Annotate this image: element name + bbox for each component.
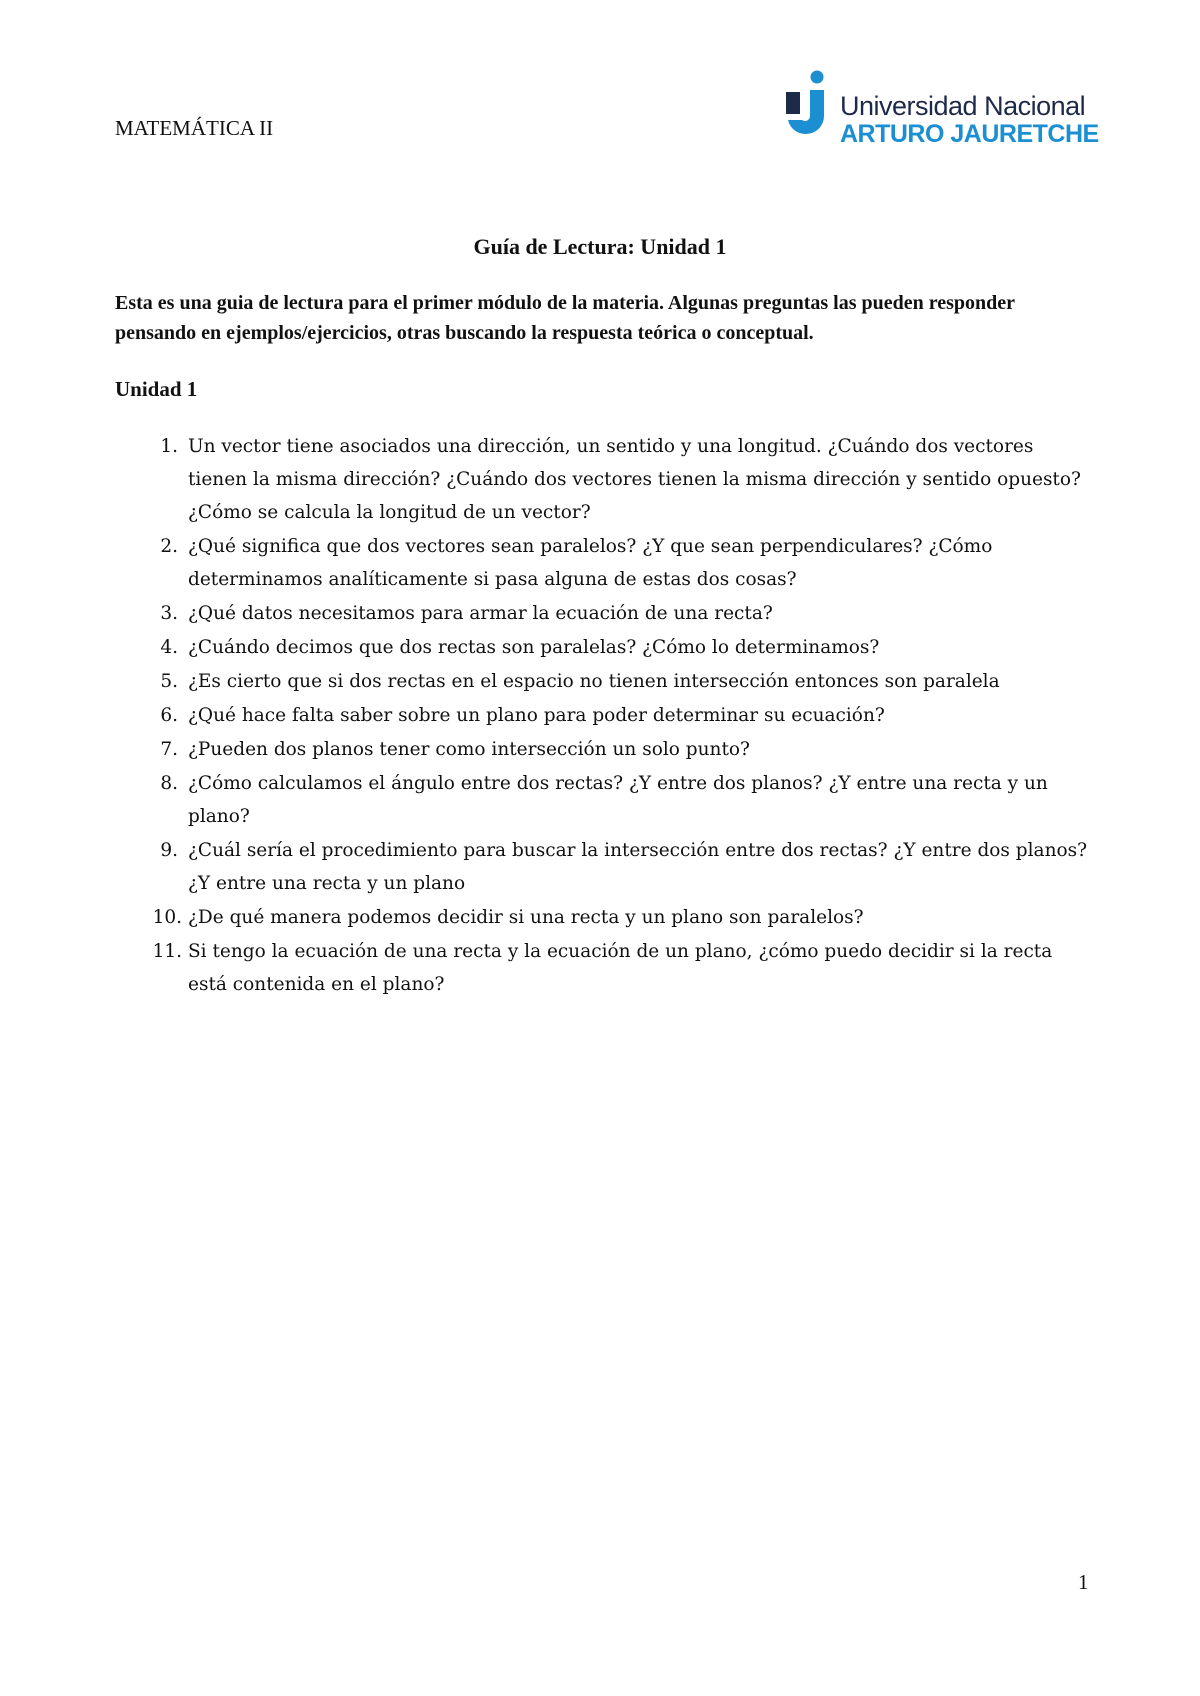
list-item [0,834,1088,900]
item-text: ¿Cómo calculamos el ángulo entre dos rectas? ¿Y entre dos planos? ¿Y entre una recta y un plano? [188,773,1048,827]
item-text: ¿De qué manera podemos decidir si una recta y un plano son paralelos? [188,907,864,928]
list-item [0,430,1088,529]
logo-text-line2: ARTURO JAURETCHE [840,120,1099,148]
item-number: 11. [152,941,182,962]
item-text: ¿Es cierto que si dos rectas en el espacio no tienen intersección entonces son paralela [188,671,1000,692]
list-item [0,665,1088,698]
list-item [0,631,1088,664]
item-text: Un vector tiene asociados una dirección, un sentido y una longitud. ¿Cuándo dos vectores tienen la misma dirección? ¿Cuándo dos vectores tienen la misma dirección y sentido opuesto? ¿Cómo se calcula la longitud de un vector? [188,436,1081,523]
list-item [0,733,1088,766]
university-logo [784,70,1099,150]
list-item [0,901,1088,934]
item-number: 6. [160,705,178,726]
item-number: 8. [160,773,178,794]
list-item [0,699,1088,732]
item-number: 1. [160,436,178,457]
university-logo-icon [784,70,834,150]
page-number: 1 [1078,1570,1089,1594]
item-text: ¿Pueden dos planos tener como intersección un solo punto? [188,739,750,760]
item-number: 4. [160,637,178,658]
item-text: ¿Qué hace falta saber sobre un plano para poder determinar su ecuación? [188,705,885,726]
question-list [0,430,1200,1002]
item-text: ¿Qué datos necesitamos para armar la ecuación de una recta? [188,603,773,624]
item-text: ¿Cuándo decimos que dos rectas son paralelas? ¿Cómo lo determinamos? [188,637,880,658]
list-item [0,597,1088,630]
item-number: 5. [160,671,178,692]
logo-text-line1: Universidad Nacional [840,91,1086,121]
section-heading: Unidad 1 [115,377,198,401]
item-number: 3. [160,603,178,624]
document-title: Guía de Lectura: Unidad 1 [473,234,727,259]
item-number: 10. [152,907,182,928]
list-item [0,530,1088,596]
course-title: MATEMÁTICA II [115,116,274,140]
item-number: 7. [160,739,178,760]
item-text: ¿Qué significa que dos vectores sean paralelos? ¿Y que sean perpendiculares? ¿Cómo determinamos analíticamente si pasa alguna de estas dos cosas? [188,536,993,590]
list-item [0,935,1088,1001]
item-text: ¿Cuál sería el procedimiento para buscar la intersección entre dos rectas? ¿Y entre dos planos? ¿Y entre una recta y un plano [188,840,1088,894]
list-item [0,767,1088,833]
item-number: 9. [160,840,178,861]
item-number: 2. [160,536,178,557]
item-text: Si tengo la ecuación de una recta y la ecuación de un plano, ¿cómo puedo decidir si la recta está contenida en el plano? [188,941,1053,995]
intro-paragraph: Esta es una guia de lectura para el primer módulo de la materia. Algunas preguntas las pueden responder pensando en ejemplos/ejercicios, otras buscando la respuesta teórica o conceptual. [115,292,1015,344]
